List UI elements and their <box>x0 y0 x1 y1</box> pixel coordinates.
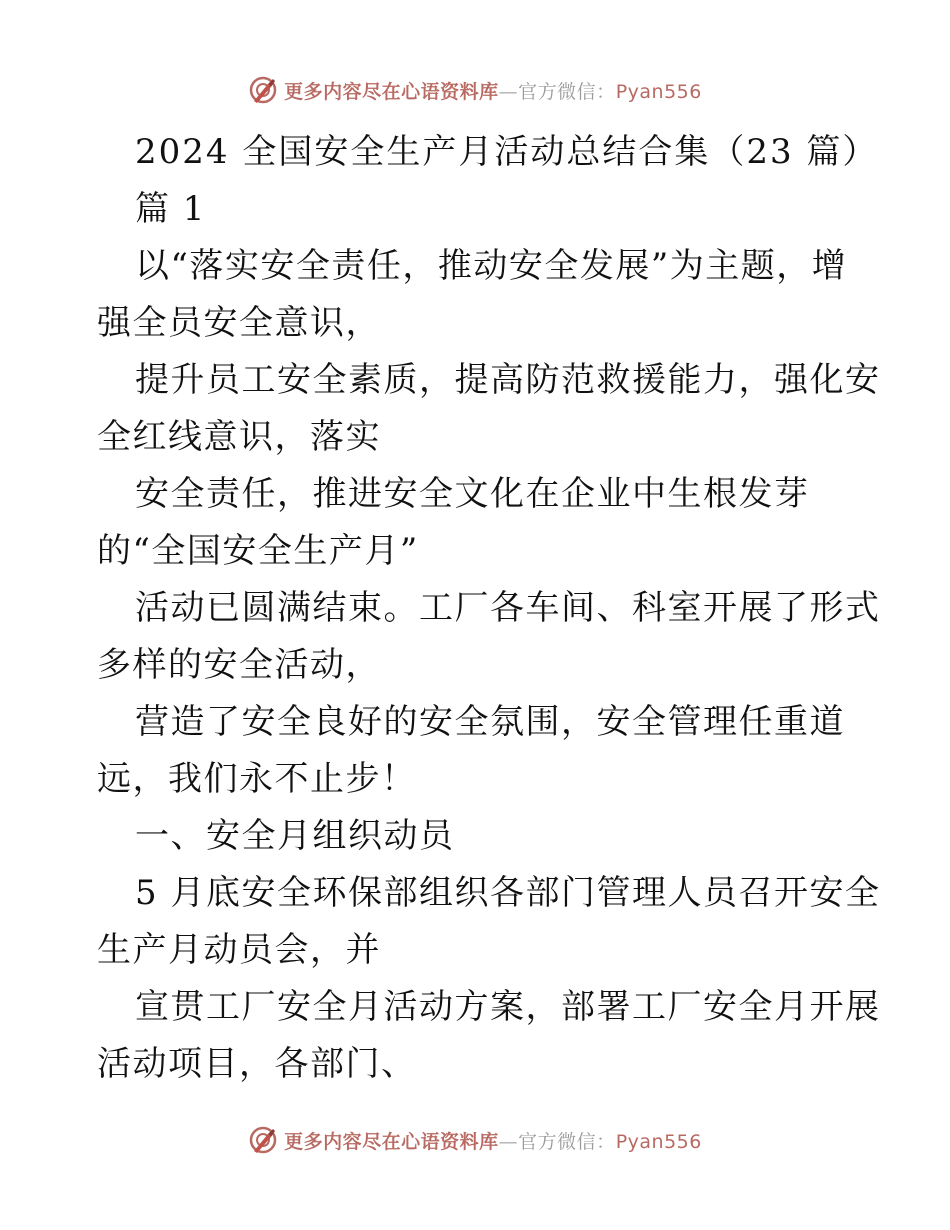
document-line: 活动项目，各部门、 <box>97 1044 417 1084</box>
document-line: 宣贯工厂安全月活动方案，部署工厂安全月开展 <box>135 987 881 1027</box>
document-line: 安全责任，推进安全文化在企业中生根发芽 <box>135 474 810 514</box>
section-heading: 一、安全月组织动员 <box>135 816 455 856</box>
watermark-dash: — <box>498 80 519 103</box>
document-line: 篇 1 <box>135 189 206 229</box>
watermark-wechat-id: Pyan556 <box>615 1130 702 1153</box>
document-line: 营造了安全良好的安全氛围，安全管理任重道 <box>135 702 845 742</box>
document-line: 多样的安全活动， <box>97 645 381 685</box>
watermark-site: 更多内容尽在心语资料库 <box>284 1130 499 1153</box>
watermark-site: 更多内容尽在心语资料库 <box>284 80 499 103</box>
document-line: 活动已圆满结束。工厂各车间、科室开展了形式 <box>135 588 881 628</box>
pen-circle-logo-icon <box>248 75 278 105</box>
document-body <box>97 124 881 1093</box>
watermark-wechat-label: 官方微信： <box>518 1130 616 1153</box>
watermark-text <box>284 1127 702 1154</box>
document-line: 远，我们永不止步！ <box>97 759 417 799</box>
document-line: 生产月动员会，并 <box>97 930 381 970</box>
document-title: 2024 全国安全生产月活动总结合集（23 篇） <box>135 132 879 172</box>
watermark-wechat-label: 官方微信： <box>518 80 616 103</box>
document-line: 全红线意识，落实 <box>97 417 381 457</box>
watermark-wechat-id: Pyan556 <box>615 80 702 103</box>
document-line: 5 月底安全环保部组织各部门管理人员召开安全 <box>135 873 881 913</box>
document-line: 提升员工安全素质，提高防范救援能力，强化安 <box>135 360 881 400</box>
document-line: 以“落实安全责任，推动安全发展”为主题，增 <box>135 246 848 286</box>
document-line: 的“全国安全生产月” <box>97 531 419 571</box>
document-line: 强全员安全意识， <box>97 303 381 343</box>
watermark-dash: — <box>498 1130 519 1153</box>
watermark-banner-top <box>0 70 950 110</box>
watermark-text <box>284 77 702 104</box>
watermark-banner-bottom <box>0 1120 950 1160</box>
pen-circle-logo-icon <box>248 1125 278 1155</box>
